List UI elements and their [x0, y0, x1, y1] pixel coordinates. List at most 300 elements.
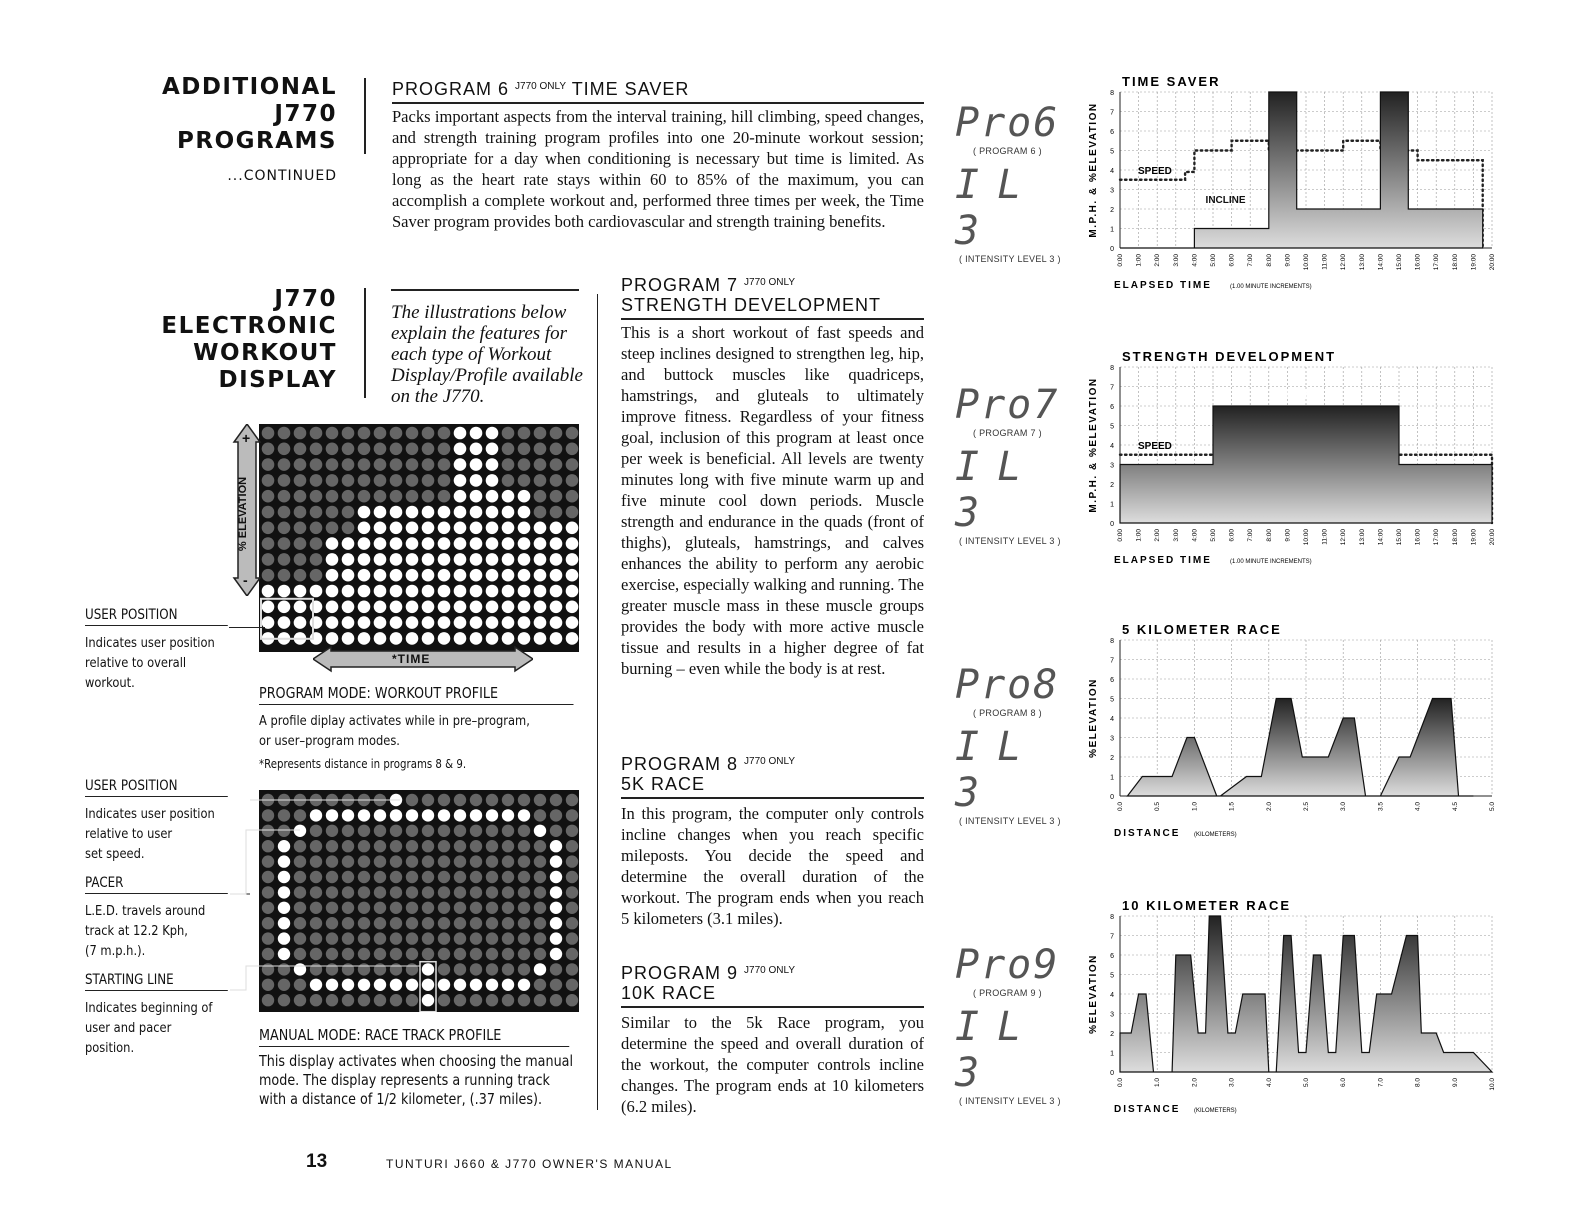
- led-dot: [390, 569, 403, 582]
- led-dot: [566, 794, 578, 806]
- led-dot: [422, 506, 435, 519]
- led-dot: [502, 979, 514, 991]
- led-dot: [406, 458, 419, 471]
- program-9-body: Similar to the 5k Race program, you determine the speed and overall duration of the workout, the computer controls incline changes. The program ends at 10 kilometers (6.2 miles).: [621, 1013, 924, 1116]
- led-dot: [486, 632, 499, 645]
- led-dot: [470, 809, 482, 821]
- x-tick-label: 1:00: [1135, 254, 1143, 267]
- x-tick-label: 4:00: [1191, 529, 1199, 542]
- x-tick-label: 2.5: [1303, 802, 1310, 812]
- led-dot: [550, 458, 563, 471]
- x-tick-label: 1.5: [1228, 802, 1236, 812]
- x-tick-label: 8:00: [1265, 529, 1273, 542]
- led-dot: [294, 443, 307, 456]
- led-dot: [486, 825, 498, 837]
- x-tick-label: 9:00: [1284, 254, 1292, 267]
- leader-line: [229, 627, 265, 628]
- leader-lines: [220, 790, 440, 1000]
- led-dot: [518, 886, 530, 898]
- led-dot: [454, 979, 466, 991]
- led-dot: [390, 632, 403, 645]
- led-dot: [374, 490, 387, 503]
- lcd-panel-program-7: [955, 382, 1065, 546]
- x-tick-label: 12:00: [1340, 254, 1348, 271]
- led-dot: [454, 632, 467, 645]
- led-dot: [358, 537, 371, 550]
- led-dot: [550, 825, 562, 837]
- y-tick-label: 2: [1110, 207, 1114, 214]
- led-dot: [486, 794, 498, 806]
- led-dot: [326, 522, 339, 535]
- led-dot: [502, 427, 515, 440]
- led-dot: [486, 443, 499, 456]
- led-dot: [470, 443, 483, 456]
- led-dot: [342, 616, 355, 629]
- led-dot: [502, 616, 515, 629]
- led-dot: [550, 994, 562, 1006]
- x-tick-label: 19:00: [1470, 254, 1478, 271]
- workout-profile-caption-heading: PROGRAM MODE: WORKOUT PROFILE: [259, 684, 574, 705]
- led-dot: [470, 871, 482, 883]
- x-axis-label: DISTANCE: [1114, 828, 1181, 839]
- lcd-level-caption: ( INTENSITY LEVEL 3 ): [959, 816, 1061, 826]
- y-tick-label: 1: [1110, 226, 1114, 234]
- led-dot: [454, 616, 467, 629]
- x-axis-label: ELAPSED TIME: [1114, 280, 1212, 291]
- led-dot: [438, 601, 451, 614]
- led-dot: [518, 855, 530, 867]
- x-tick-label: 5:00: [1210, 254, 1217, 267]
- x-tick-label: 18:00: [1451, 254, 1459, 271]
- led-dot: [518, 522, 531, 535]
- led-dot: [550, 979, 562, 991]
- y-tick-label: 6: [1110, 953, 1114, 960]
- plus-icon: +: [242, 430, 251, 446]
- led-dot: [550, 917, 562, 929]
- led-dot: [518, 809, 530, 821]
- led-dot: [342, 553, 355, 566]
- led-dot: [390, 585, 403, 598]
- led-dot: [278, 585, 291, 598]
- y-tick-label: 2: [1110, 1031, 1114, 1038]
- led-dot: [470, 490, 483, 503]
- led-dot: [278, 506, 291, 519]
- led-dot: [502, 963, 514, 975]
- y-tick-label: 3: [1110, 187, 1114, 195]
- led-dot: [518, 979, 530, 991]
- minus-icon: -: [243, 572, 248, 588]
- led-dot: [422, 522, 435, 535]
- led-dot: [566, 871, 578, 883]
- led-dot: [566, 458, 579, 471]
- led-dot: [566, 809, 578, 821]
- x-tick-label: 1.0: [1191, 802, 1199, 812]
- workout-profile-led-grid: [259, 424, 579, 652]
- led-dot: [534, 490, 547, 503]
- lcd-program-caption: ( PROGRAM 6 ): [973, 146, 1042, 156]
- user-position-description: Indicates user position relative to overall workout.: [85, 635, 215, 691]
- y-tick-label: 8: [1110, 365, 1114, 372]
- led-dot: [566, 948, 578, 960]
- program-6-heading: PROGRAM 6 $^{J770 ONLY}$ TIME SAVER: [392, 76, 924, 104]
- led-dot: [454, 427, 467, 440]
- led-dot: [454, 855, 466, 867]
- led-dot: [374, 443, 387, 456]
- lcd-program-caption: ( PROGRAM 9 ): [973, 988, 1042, 998]
- x-tick-label: 7:00: [1247, 529, 1255, 542]
- led-dot: [374, 616, 387, 629]
- led-dot: [486, 569, 499, 582]
- user-position-description: Indicates user position relative to user set speed.: [85, 806, 215, 862]
- led-dot: [374, 553, 387, 566]
- x-tick-label: 3.0: [1228, 1078, 1236, 1088]
- x-tick-label: 4.5: [1451, 802, 1459, 812]
- led-dot: [326, 474, 339, 487]
- x-tick-label: 0.5: [1154, 802, 1162, 812]
- led-dot: [566, 569, 579, 582]
- led-dot: [470, 427, 483, 440]
- led-dot: [342, 585, 355, 598]
- led-dot: [438, 490, 451, 503]
- led-dot: [566, 601, 579, 614]
- led-dot: [470, 632, 483, 645]
- y-tick-label: 1: [1110, 501, 1114, 509]
- led-dot: [486, 840, 498, 852]
- x-tick-label: 6:00: [1228, 254, 1236, 267]
- led-dot: [502, 917, 514, 929]
- led-dot: [486, 979, 498, 991]
- led-dot: [358, 427, 371, 440]
- x-tick-label: 7:00: [1247, 254, 1255, 267]
- led-dot: [310, 601, 323, 614]
- x-tick-label: 17:00: [1433, 529, 1441, 546]
- led-dot: [550, 855, 562, 867]
- led-dot: [358, 443, 371, 456]
- led-dot: [470, 840, 482, 852]
- led-dot: [262, 537, 275, 550]
- lcd-level-readout: IL 3: [955, 162, 1040, 254]
- led-dot: [342, 474, 355, 487]
- led-dot: [534, 809, 546, 821]
- led-dot: [534, 871, 546, 883]
- x-axis-label: DISTANCE: [1114, 1104, 1181, 1115]
- led-dot: [534, 553, 547, 566]
- y-tick-label: 7: [1110, 933, 1114, 941]
- led-dot: [358, 474, 371, 487]
- led-dot: [518, 825, 530, 837]
- led-dot: [566, 474, 579, 487]
- led-dot: [534, 994, 546, 1006]
- led-dot: [278, 490, 291, 503]
- led-dot: [262, 569, 275, 582]
- led-dot: [278, 474, 291, 487]
- user-position-heading: USER POSITION: [85, 778, 228, 797]
- led-dot: [518, 932, 530, 944]
- led-dot: [518, 871, 530, 883]
- y-axis-label: M.P.H. & %ELEVATION: [1088, 102, 1099, 238]
- led-dot: [518, 585, 531, 598]
- led-dot: [502, 506, 515, 519]
- led-dot: [454, 932, 466, 944]
- led-dot: [326, 632, 339, 645]
- led-dot: [566, 490, 579, 503]
- continued-label: ...CONTINUED: [227, 168, 337, 184]
- led-dot: [518, 948, 530, 960]
- led-dot: [310, 553, 323, 566]
- illustration-note: The illustrations below explain the features for each type of Workout Display/Profile available on the J770.: [391, 302, 583, 407]
- led-dot: [470, 569, 483, 582]
- led-dot: [534, 948, 546, 960]
- led-dot: [550, 553, 563, 566]
- divider: [597, 294, 598, 1110]
- led-dot: [518, 506, 531, 519]
- pacer-heading: PACER: [85, 875, 228, 894]
- y-tick-label: 7: [1110, 109, 1114, 117]
- section-title-workout-display: [161, 286, 337, 394]
- led-dot: [422, 490, 435, 503]
- led-dot: [262, 601, 275, 614]
- x-tick-label: 10:00: [1303, 529, 1310, 546]
- x-tick-label: 5.0: [1489, 802, 1496, 812]
- led-dot: [502, 886, 514, 898]
- led-dot: [518, 537, 531, 550]
- led-dot: [390, 601, 403, 614]
- led-dot: [502, 825, 514, 837]
- led-dot: [374, 632, 387, 645]
- led-dot: [486, 537, 499, 550]
- led-dot: [438, 569, 451, 582]
- led-dot: [486, 871, 498, 883]
- led-dot: [566, 902, 578, 914]
- x-tick-label: 9:00: [1284, 529, 1292, 542]
- led-dot: [470, 902, 482, 914]
- led-dot: [550, 632, 563, 645]
- lcd-panel-program-9: [955, 942, 1065, 1106]
- led-dot: [438, 427, 451, 440]
- led-dot: [278, 443, 291, 456]
- led-dot: [566, 585, 579, 598]
- y-tick-label: 7: [1110, 384, 1114, 392]
- led-dot: [518, 569, 531, 582]
- led-dot: [358, 616, 371, 629]
- y-tick-label: 4: [1110, 992, 1114, 999]
- led-dot: [390, 537, 403, 550]
- led-dot: [262, 553, 275, 566]
- led-dot: [454, 458, 467, 471]
- x-tick-label: 2:00: [1154, 254, 1162, 267]
- x-tick-label: 0.0: [1117, 1078, 1124, 1088]
- illustration-note-rule: [391, 289, 579, 291]
- program-7-body: This is a short workout of fast speeds and steep inclines designed to strengthen leg, hip, and buttock muscles like quadriceps, hamstrings, and gluteals to ultimately improve fitness. Regardless of your fitness goal, inclusion of this program at least once per week is beneficial. All levels are twenty minutes long with five minute warm up and five minute cool down periods. Muscle strength and endurance in the quads (front of thighs), gluteals, hamstrings, and calves enhances the ability to perform any aerobic exercise, especially walking and running. The greater muscle mass in these muscle groups provides the body with more active muscle tissue and results in a higher degree of fat burning – even while the body is at rest.: [621, 323, 924, 678]
- led-dot: [550, 474, 563, 487]
- chart-title: STRENGTH DEVELOPMENT: [1122, 349, 1337, 364]
- y-axis-label: M.P.H. & %ELEVATION: [1088, 377, 1099, 513]
- x-axis-note: (KILOMETERS): [1194, 832, 1237, 838]
- led-dot: [502, 902, 514, 914]
- led-dot: [422, 443, 435, 456]
- led-dot: [326, 490, 339, 503]
- led-dot: [470, 994, 482, 1006]
- led-dot: [454, 553, 467, 566]
- led-dot: [550, 616, 563, 629]
- led-dot: [534, 537, 547, 550]
- led-dot: [566, 963, 578, 975]
- led-dot: [326, 601, 339, 614]
- led-dot: [358, 553, 371, 566]
- led-dot: [486, 855, 498, 867]
- led-dot: [518, 443, 531, 456]
- led-dot: [486, 616, 499, 629]
- x-tick-label: 4.0: [1414, 802, 1422, 812]
- led-dot: [310, 458, 323, 471]
- led-dot: [438, 616, 451, 629]
- series-label: SPEED: [1138, 165, 1172, 177]
- x-tick-label: 16:00: [1414, 529, 1422, 546]
- led-dot: [406, 522, 419, 535]
- led-dot: [262, 585, 275, 598]
- led-dot: [422, 632, 435, 645]
- lcd-level-caption: ( INTENSITY LEVEL 3 ): [959, 254, 1061, 264]
- x-tick-label: 10.0: [1489, 1078, 1496, 1091]
- led-dot: [470, 537, 483, 550]
- led-dot: [390, 490, 403, 503]
- y-tick-label: 5: [1110, 972, 1114, 980]
- led-dot: [294, 427, 307, 440]
- led-dot: [534, 632, 547, 645]
- led-dot: [534, 855, 546, 867]
- led-dot: [454, 601, 467, 614]
- led-dot: [566, 443, 579, 456]
- led-dot: [294, 569, 307, 582]
- y-tick-label: 6: [1110, 129, 1114, 136]
- led-dot: [310, 427, 323, 440]
- led-dot: [358, 585, 371, 598]
- led-dot: [406, 632, 419, 645]
- led-dot: [374, 506, 387, 519]
- y-tick-label: 3: [1110, 462, 1114, 470]
- lcd-program-caption: ( PROGRAM 7 ): [973, 428, 1042, 438]
- lcd-level-readout: IL 3: [955, 1004, 1040, 1096]
- led-dot: [470, 585, 483, 598]
- x-tick-label: 0.0: [1117, 802, 1124, 812]
- led-dot: [486, 458, 499, 471]
- led-dot: [358, 569, 371, 582]
- led-dot: [278, 458, 291, 471]
- led-dot: [262, 522, 275, 535]
- led-dot: [502, 632, 515, 645]
- led-dot: [406, 569, 419, 582]
- led-dot: [486, 490, 499, 503]
- led-dot: [342, 458, 355, 471]
- led-dot: [278, 522, 291, 535]
- led-dot: [502, 490, 515, 503]
- led-dot: [550, 490, 563, 503]
- x-tick-label: 15:00: [1396, 254, 1403, 271]
- y-tick-label: 3: [1110, 1011, 1114, 1019]
- led-dot: [326, 506, 339, 519]
- led-dot: [486, 994, 498, 1006]
- led-dot: [518, 616, 531, 629]
- led-dot: [454, 902, 466, 914]
- led-dot: [390, 553, 403, 566]
- led-dot: [470, 522, 483, 535]
- led-dot: [374, 601, 387, 614]
- x-axis-label: ELAPSED TIME: [1114, 555, 1212, 566]
- x-tick-label: 10:00: [1303, 254, 1310, 271]
- manual-title: TUNTURI J660 & J770 OWNER'S MANUAL: [386, 1157, 673, 1171]
- led-dot: [486, 948, 498, 960]
- led-dot: [534, 825, 546, 837]
- led-dot: [326, 458, 339, 471]
- lcd-program-readout: Pro7: [955, 382, 1060, 428]
- x-tick-label: 5:00: [1210, 529, 1217, 542]
- led-dot: [566, 840, 578, 852]
- series-label: SPEED: [1138, 440, 1172, 452]
- led-dot: [342, 632, 355, 645]
- led-dot: [422, 474, 435, 487]
- led-dot: [454, 506, 467, 519]
- y-tick-label: 8: [1110, 90, 1114, 97]
- led-dot: [550, 522, 563, 535]
- y-tick-label: 4: [1110, 443, 1114, 450]
- led-dot: [278, 616, 291, 629]
- chart-title: 10 KILOMETER RACE: [1122, 898, 1292, 913]
- x-tick-label: 11:00: [1321, 529, 1329, 545]
- program-8-heading: PROGRAM 8 $^{J770 ONLY}$: [621, 754, 795, 774]
- led-dot: [534, 522, 547, 535]
- led-dot: [294, 506, 307, 519]
- program-8-subheading: 5K RACE: [621, 773, 924, 799]
- led-dot: [454, 569, 467, 582]
- led-dot: [502, 840, 514, 852]
- led-dot: [518, 553, 531, 566]
- led-dot: [534, 963, 546, 975]
- led-dot: [326, 553, 339, 566]
- time-saver-chart: [1080, 72, 1520, 294]
- led-dot: [534, 886, 546, 898]
- y-tick-label: 1: [1110, 1050, 1114, 1058]
- led-dot: [534, 569, 547, 582]
- led-dot: [358, 601, 371, 614]
- led-dot: [470, 917, 482, 929]
- led-dot: [534, 794, 546, 806]
- led-dot: [454, 825, 466, 837]
- starting-line-heading: STARTING LINE: [85, 972, 228, 991]
- led-dot: [550, 902, 562, 914]
- y-axis-label: %ELEVATION: [1088, 954, 1099, 1034]
- x-tick-label: 14:00: [1377, 254, 1385, 271]
- led-dot: [534, 601, 547, 614]
- chart-title: 5 KILOMETER RACE: [1122, 622, 1282, 637]
- y-tick-label: 2: [1110, 755, 1114, 762]
- user-position-heading: USER POSITION: [85, 607, 228, 626]
- led-dot: [550, 963, 562, 975]
- led-dot: [310, 490, 323, 503]
- led-dot: [486, 506, 499, 519]
- led-dot: [518, 601, 531, 614]
- led-dot: [406, 616, 419, 629]
- led-dot: [278, 537, 291, 550]
- led-dot: [470, 825, 482, 837]
- x-tick-label: 19:00: [1470, 529, 1478, 546]
- x-tick-label: 13:00: [1358, 529, 1366, 546]
- led-dot: [550, 932, 562, 944]
- led-dot: [454, 809, 466, 821]
- x-tick-label: 7.0: [1377, 1078, 1385, 1088]
- led-dot: [406, 601, 419, 614]
- led-dot: [310, 585, 323, 598]
- lcd-program-readout: Pro8: [955, 662, 1060, 708]
